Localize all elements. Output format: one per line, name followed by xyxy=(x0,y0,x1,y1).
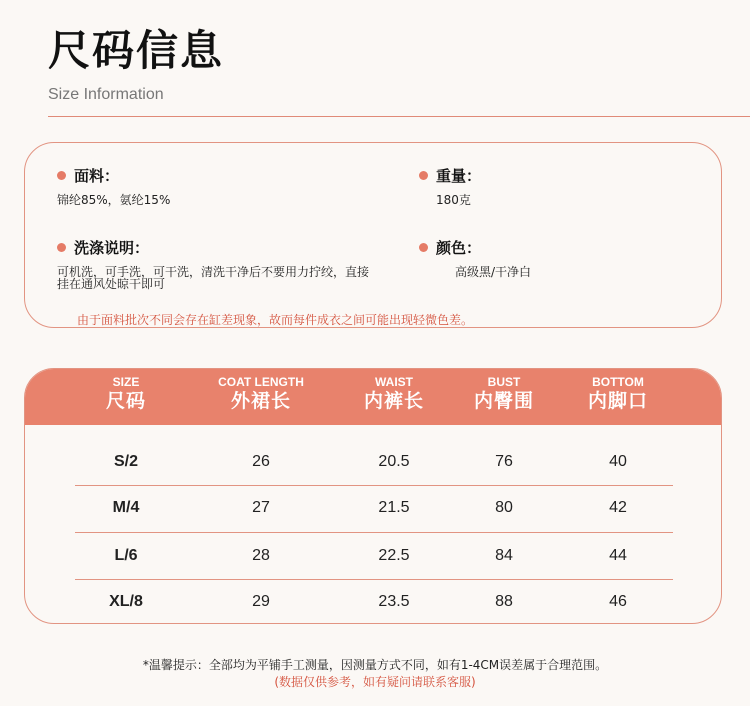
product-info-box xyxy=(24,142,722,328)
fabric-value: 锦纶85%，氨纶15% xyxy=(57,193,171,207)
washing-info xyxy=(57,237,369,290)
size-cell: L/6 xyxy=(114,547,138,564)
bottom-cell: 40 xyxy=(609,453,627,470)
page-title: 尺码信息 xyxy=(48,26,225,75)
washing-label: 洗涤说明： xyxy=(74,239,150,257)
color-label: 颜色： xyxy=(436,239,482,257)
size-table-header xyxy=(25,369,721,425)
coat-length-cell: 26 xyxy=(252,453,270,470)
divider xyxy=(48,116,750,117)
bust-cell: 80 xyxy=(495,499,513,516)
column-header-bust: BUST 内臀围 xyxy=(473,375,535,412)
coat-length-cell: 27 xyxy=(252,499,270,516)
bust-cell: 84 xyxy=(495,547,513,564)
bust-cell: 88 xyxy=(495,593,513,610)
table-row xyxy=(25,579,721,624)
bust-cell: 76 xyxy=(495,453,513,470)
bullet-dot-icon xyxy=(57,171,66,180)
color-info xyxy=(419,237,531,278)
bottom-cell: 46 xyxy=(609,593,627,610)
waist-cell: 23.5 xyxy=(378,593,410,610)
reference-note: (数据仅供参考，如有疑问请联系客服) xyxy=(274,675,476,689)
bottom-cell: 44 xyxy=(609,547,627,564)
column-header-coat-length: COAT LENGTH 外裙长 xyxy=(218,375,304,412)
bullet-dot-icon xyxy=(419,243,428,252)
weight-info xyxy=(419,165,481,206)
bullet-dot-icon xyxy=(419,171,428,180)
washing-value: 可机洗，可手洗，可干洗，清洗干净后不要用力拧绞，直接 挂在通风处晾干即可 xyxy=(57,265,370,291)
bullet-dot-icon xyxy=(57,243,66,252)
size-cell: S/2 xyxy=(113,453,139,470)
waist-cell: 21.5 xyxy=(378,499,410,516)
table-row xyxy=(25,533,721,579)
waist-cell: 22.5 xyxy=(378,547,410,564)
waist-cell: 20.5 xyxy=(378,453,410,470)
column-header-size: SIZE 尺码 xyxy=(105,375,147,412)
weight-label: 重量： xyxy=(436,167,482,185)
page-subtitle: Size Information xyxy=(48,86,164,103)
bottom-cell: 42 xyxy=(609,499,627,516)
fabric-label: 面料： xyxy=(74,167,120,185)
measurement-tip: *温馨提示：全部均为平铺手工测量，因测量方式不同，如有1-4CM误差属于合理范围。 xyxy=(142,658,608,672)
table-row xyxy=(25,439,721,485)
coat-length-cell: 28 xyxy=(252,547,270,564)
table-row xyxy=(25,485,721,531)
coat-length-cell: 29 xyxy=(252,593,270,610)
size-cell: XL/8 xyxy=(109,593,143,610)
fabric-info xyxy=(57,165,170,206)
color-difference-notice: 由于面料批次不同会存在缸差现象，故而每件成衣之间可能出现轻微色差。 xyxy=(77,313,474,327)
size-table xyxy=(24,368,722,624)
weight-value: 180克 xyxy=(436,193,471,207)
color-value: 高级黑/干净白 xyxy=(455,265,532,279)
size-cell: M/4 xyxy=(112,499,140,516)
column-header-waist: WAIST 内裤长 xyxy=(363,375,425,412)
column-header-bottom: BOTTOM 内脚口 xyxy=(587,375,649,412)
